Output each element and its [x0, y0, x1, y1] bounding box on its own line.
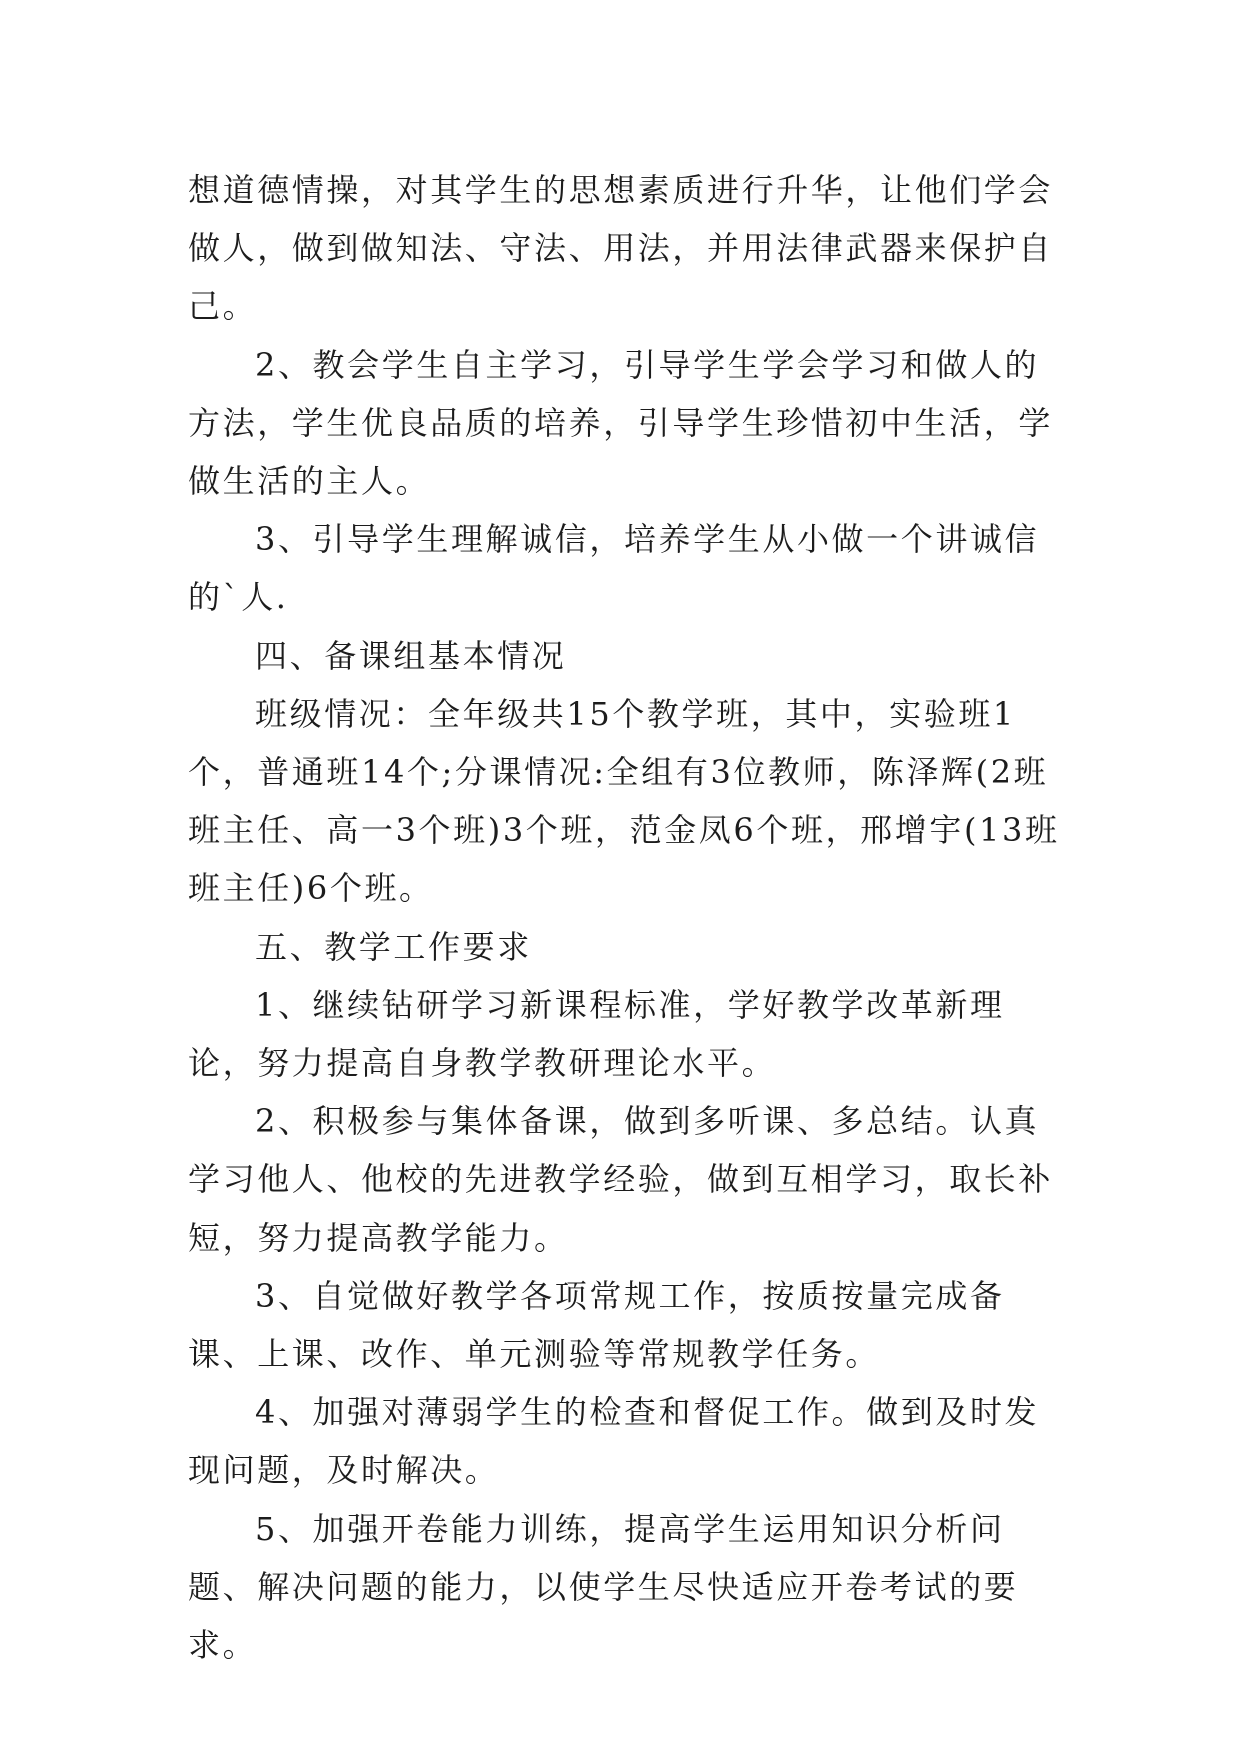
- paragraph-item-2: 2、教会学生自主学习，引导学生学会学习和做人的方法，学生优良品质的培养，引导学生珍惜初中生活，学做生活的主人。: [188, 345, 1054, 501]
- requirement-item-4: 4、加强对薄弱学生的检查和督促工作。做到及时发现问题，及时解决。: [188, 1393, 1040, 1490]
- requirement-item-1: 1、继续钻研学习新课程标准，学好教学改革新理论，努力提高自身教学教研理论水平。: [188, 985, 1005, 1083]
- document-body: [188, 161, 1068, 1674]
- paragraph-item-3: 3、引导学生理解诚信，培养学生从小做一个讲诚信的`人.: [188, 520, 1040, 617]
- paragraph-continued: 想道德情操，对其学生的思想素质进行升华，让他们学会做人，做到做知法、守法、用法，并用法律武器来保护自己。: [188, 171, 1054, 326]
- requirement-item-5: 5、加强开卷能力训练，提高学生运用知识分析问题、解决问题的能力，以使学生尽快适应开卷考试的要求。: [188, 1509, 1019, 1665]
- requirement-item-3: 3、自觉做好教学各项常规工作，按质按量完成备课、上课、改作、单元测验等常规教学任务。: [188, 1276, 1005, 1374]
- requirement-item-2: 2、积极参与集体备课，做到多听课、多总结。认真学习他人、他校的先进教学经验，做到互相学习，取长补短，努力提高教学能力。: [188, 1102, 1054, 1257]
- paragraph-class-info: 班级情况：全年级共15个教学班，其中，实验班1个，普通班14个;分课情况:全组有3位教师，陈泽辉(2班班主任、高一3个班)3个班，范金凤6个班，邢增宇(13班班主任)6个班。: [188, 694, 1060, 908]
- section-heading-4: 四、备课组基本情况: [255, 636, 567, 675]
- section-heading-5: 五、教学工作要求: [255, 927, 532, 966]
